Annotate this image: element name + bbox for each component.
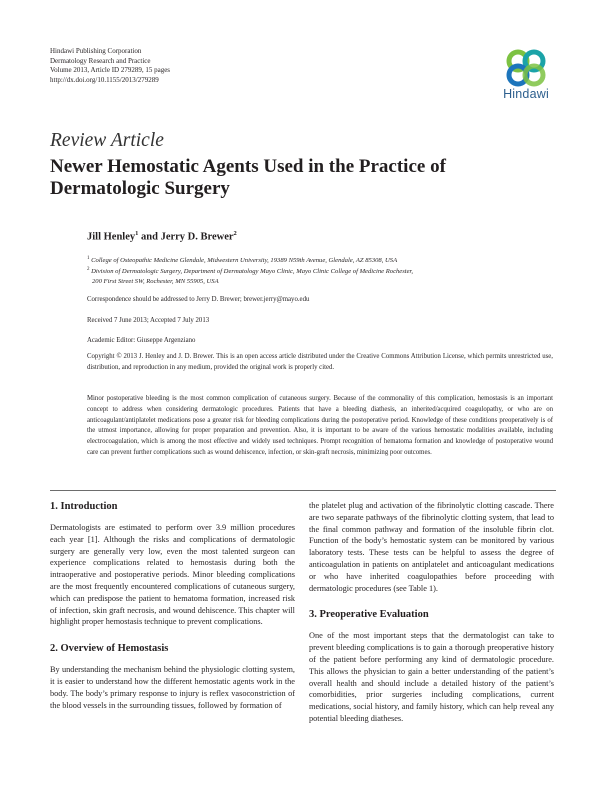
left-column [50, 500, 295, 711]
journal-name: Dermatology Research and Practice [50, 56, 151, 65]
overview-hemostasis-text: By understanding the mechanism behind the physiologic clotting system, it is easier to understand how the different hemostatic agents work in the body. The body’s primary response to injury is reflex vasoconstriction of the blood vessels in the surrounding tissues, followed by formation of [50, 665, 295, 710]
section-divider [50, 490, 556, 491]
correspondence: Correspondence should be addressed to Jerry D. Brewer; brewer.jerry@mayo.edu [87, 296, 310, 303]
affiliation-text: 200 First Street SW, Rochester, MN 55905, USA [92, 277, 219, 285]
author-name: Jerry D. Brewer [160, 231, 234, 243]
article-title: Newer Hemostatic Agents Used in the Practice of Dermatologic Surgery [50, 156, 446, 199]
doi-link[interactable]: http://dx.doi.org/10.1155/2013/279289 [50, 75, 159, 84]
academic-editor: Academic Editor: Giuseppe Argenziano [87, 337, 196, 344]
hindawi-logo-text: Hindawi [503, 87, 549, 101]
article-type: Review Article [50, 130, 164, 151]
hindawi-logo [494, 47, 558, 107]
author-affiliation-mark: 2 [233, 230, 237, 237]
publisher-info [50, 47, 300, 85]
overview-hemostasis-continued-text: the platelet plug and activation of the fibrinolytic clotting cascade. There are two separate pathways of the fibrinolytic clotting system, that lead to the final common pathway and formation of the insoluble fibrin clot. Function of the body’s hemostatic system can be monitored by various laboratory tests. These tests can be helpful to assess the degree of anticoagulation in patients on antiplatelet and anticoagulant medications or who have inherited coagulopathies before proceeding with dermatologic procedures (see Table 1). [309, 501, 554, 593]
publisher-name: Hindawi Publishing Corporation [50, 47, 142, 55]
abstract: Minor postoperative bleeding is the most common complication of cutaneous surgery. Because of the commonality of this complication, hemostasis is an important concept to address when considering dermatologic procedures. Patients that have a bleeding diathesis, an inherited/acquired coagulopathy, or who are on anticoagulant/antiplatelet medications pose a greater risk for bleeding complications during the postoperative period. Knowledge of these conditions preoperatively is of the utmost importance, allowing for proper preparation and prevention. Also, it is important to be aware of the various hemostatic modalities available, including electrocoagulation, which is among the most effective and widely used techniques. Prompt recognition of hematoma formation and knowledge of postoperative wound care can prevent further complications such as wound dehiscence, infection, or skin-graft necrosis, minimizing poor outcomes. [87, 395, 553, 456]
introduction-text: Dermatologists are estimated to perform over 3.9 million procedures each year [1]. Although the risks and complications of dermatologic surgery are generally very low, even the most talented surgeon can experience complications related to hemostasis during both the intraoperative and postoperative periods. Minor bleeding complications are the most frequently encountered complications of cutaneous surgery, which can predispose the patient to hematoma formation, increased risk of infection, skin graft necrosis, and wound dehiscence. This chapter will highlight proper hemostasis technique to prevent complications. [50, 523, 295, 627]
author-affiliation-mark: 1 [135, 230, 139, 237]
received-accepted-dates: Received 7 June 2013; Accepted 7 July 2013 [87, 317, 210, 324]
copyright-notice: Copyright © 2013 J. Henley and J. D. Brewer. This is an open access article distributed under the Creative Commons Attribution License, which permits unrestricted use, distribution, and reproduction in any medium, provided the original work is properly cited. [87, 353, 553, 371]
preoperative-evaluation-text: One of the most important steps that the dermatologist can take to prevent bleeding complications is to gain a thorough preoperative history of the patient before performing any kind of dermatologic procedure. This allows the physician to gain a better understanding of the patient’s overall health and should include a detailed history of the patient’s comorbidities, prior surgeries including complications, current medications, social history, and family history, which can help reveal any potential bleeding diatheses. [309, 631, 554, 723]
section-heading-introduction: 1. Introduction [50, 501, 118, 512]
hindawi-logo-icon [494, 47, 558, 87]
right-column [309, 500, 554, 725]
affiliation-2 [87, 265, 557, 286]
author-name: Jill Henley [87, 231, 136, 243]
author-conjunction: and [138, 231, 161, 243]
affiliation-mark: 2 [87, 267, 90, 272]
affiliation-mark: 1 [87, 256, 90, 261]
affiliation-text: College of Osteopathic Medicine Glendale, Midwestern University, 19389 N59th Avenue, Glendale, AZ 85308, USA [91, 257, 398, 265]
affiliation-1 [87, 254, 557, 266]
authors [87, 230, 237, 243]
volume-info: Volume 2013, Article ID 279289, 15 pages [50, 66, 171, 75]
affiliation-text: Division of Dermatologic Surgery, Department of Dermatology Mayo Clinic, Mayo Clinic College of Medicine Rochester, [91, 268, 414, 276]
section-heading-preoperative-evaluation: 3. Preoperative Evaluation [309, 609, 429, 621]
section-heading-overview-hemostasis: 2. Overview of Hemostasis [50, 643, 169, 655]
